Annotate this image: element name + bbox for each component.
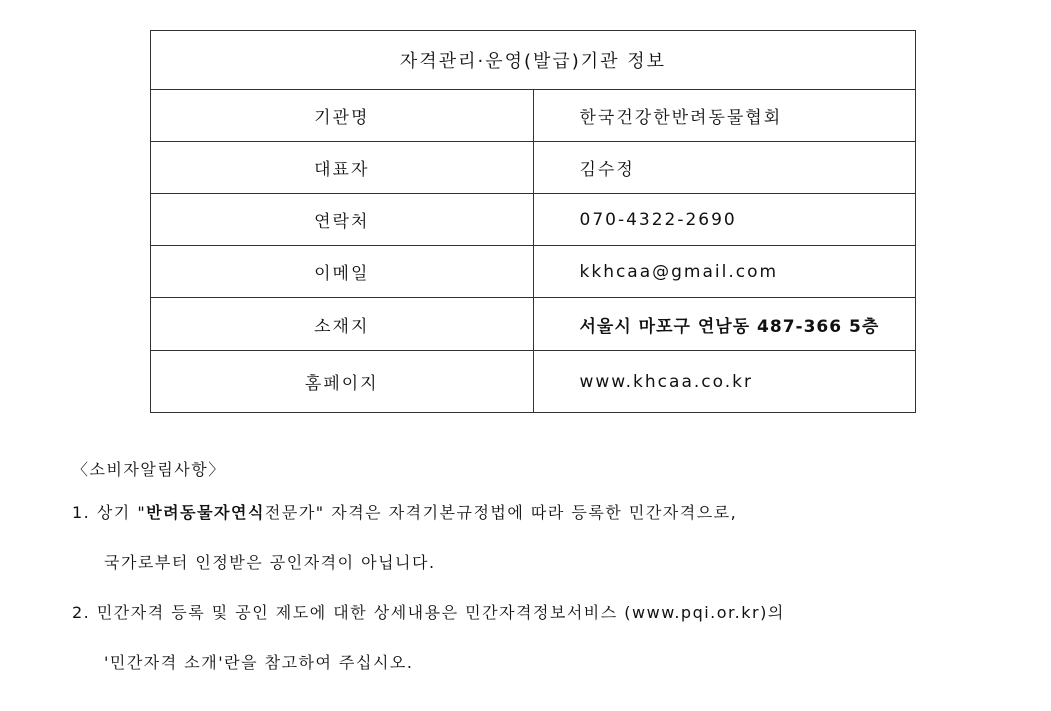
row-value: www.khcaa.co.kr bbox=[533, 351, 916, 413]
table-row-address bbox=[151, 298, 916, 351]
agency-info-table bbox=[150, 30, 916, 413]
table-row-homepage bbox=[151, 351, 916, 413]
row-value: 한국건강한반려동물협회 bbox=[533, 90, 916, 142]
row-value: 서울시 마포구 연남동 487-366 5층 bbox=[533, 298, 916, 351]
row-label: 연락처 bbox=[151, 194, 534, 246]
row-label: 이메일 bbox=[151, 246, 534, 298]
row-value: 김수정 bbox=[533, 142, 916, 194]
row-value: 070-4322-2690 bbox=[533, 194, 916, 246]
row-label: 대표자 bbox=[151, 142, 534, 194]
row-label: 기관명 bbox=[151, 90, 534, 142]
table-row-email bbox=[151, 246, 916, 298]
row-label: 홈페이지 bbox=[151, 351, 534, 413]
notice-item-1-continuation: 국가로부터 인정받은 공인자격이 아닙니다. bbox=[104, 553, 436, 572]
table-row-representative bbox=[151, 142, 916, 194]
table-row-agency-name bbox=[151, 90, 916, 142]
notice-item-2-continuation: '민간자격 소개'란을 참고하여 주십시오. bbox=[104, 653, 414, 672]
notice-item-2: 2. 민간자격 등록 및 공인 제도에 대한 상세내용은 민간자격정보서비스 (www.pqi.or.kr)의 bbox=[72, 603, 785, 622]
notice-item-1-rest: 전문가" 자격은 자격기본규정법에 따라 등록한 민간자격으로, bbox=[264, 503, 738, 522]
notice-item-1-bold: 반려동물자연식 bbox=[146, 503, 265, 522]
table-title: 자격관리·운영(발급)기관 정보 bbox=[151, 31, 916, 90]
notice-item-1 bbox=[72, 488, 1032, 538]
notice-item-1-prefix: 1. 상기 " bbox=[72, 503, 147, 522]
notice-heading: 〈소비자알림사항〉 bbox=[72, 460, 226, 479]
table-title-row bbox=[151, 31, 916, 90]
consumer-notice bbox=[72, 456, 1032, 688]
table-row-contact bbox=[151, 194, 916, 246]
row-value: kkhcaa@gmail.com bbox=[533, 246, 916, 298]
row-label: 소재지 bbox=[151, 298, 534, 351]
